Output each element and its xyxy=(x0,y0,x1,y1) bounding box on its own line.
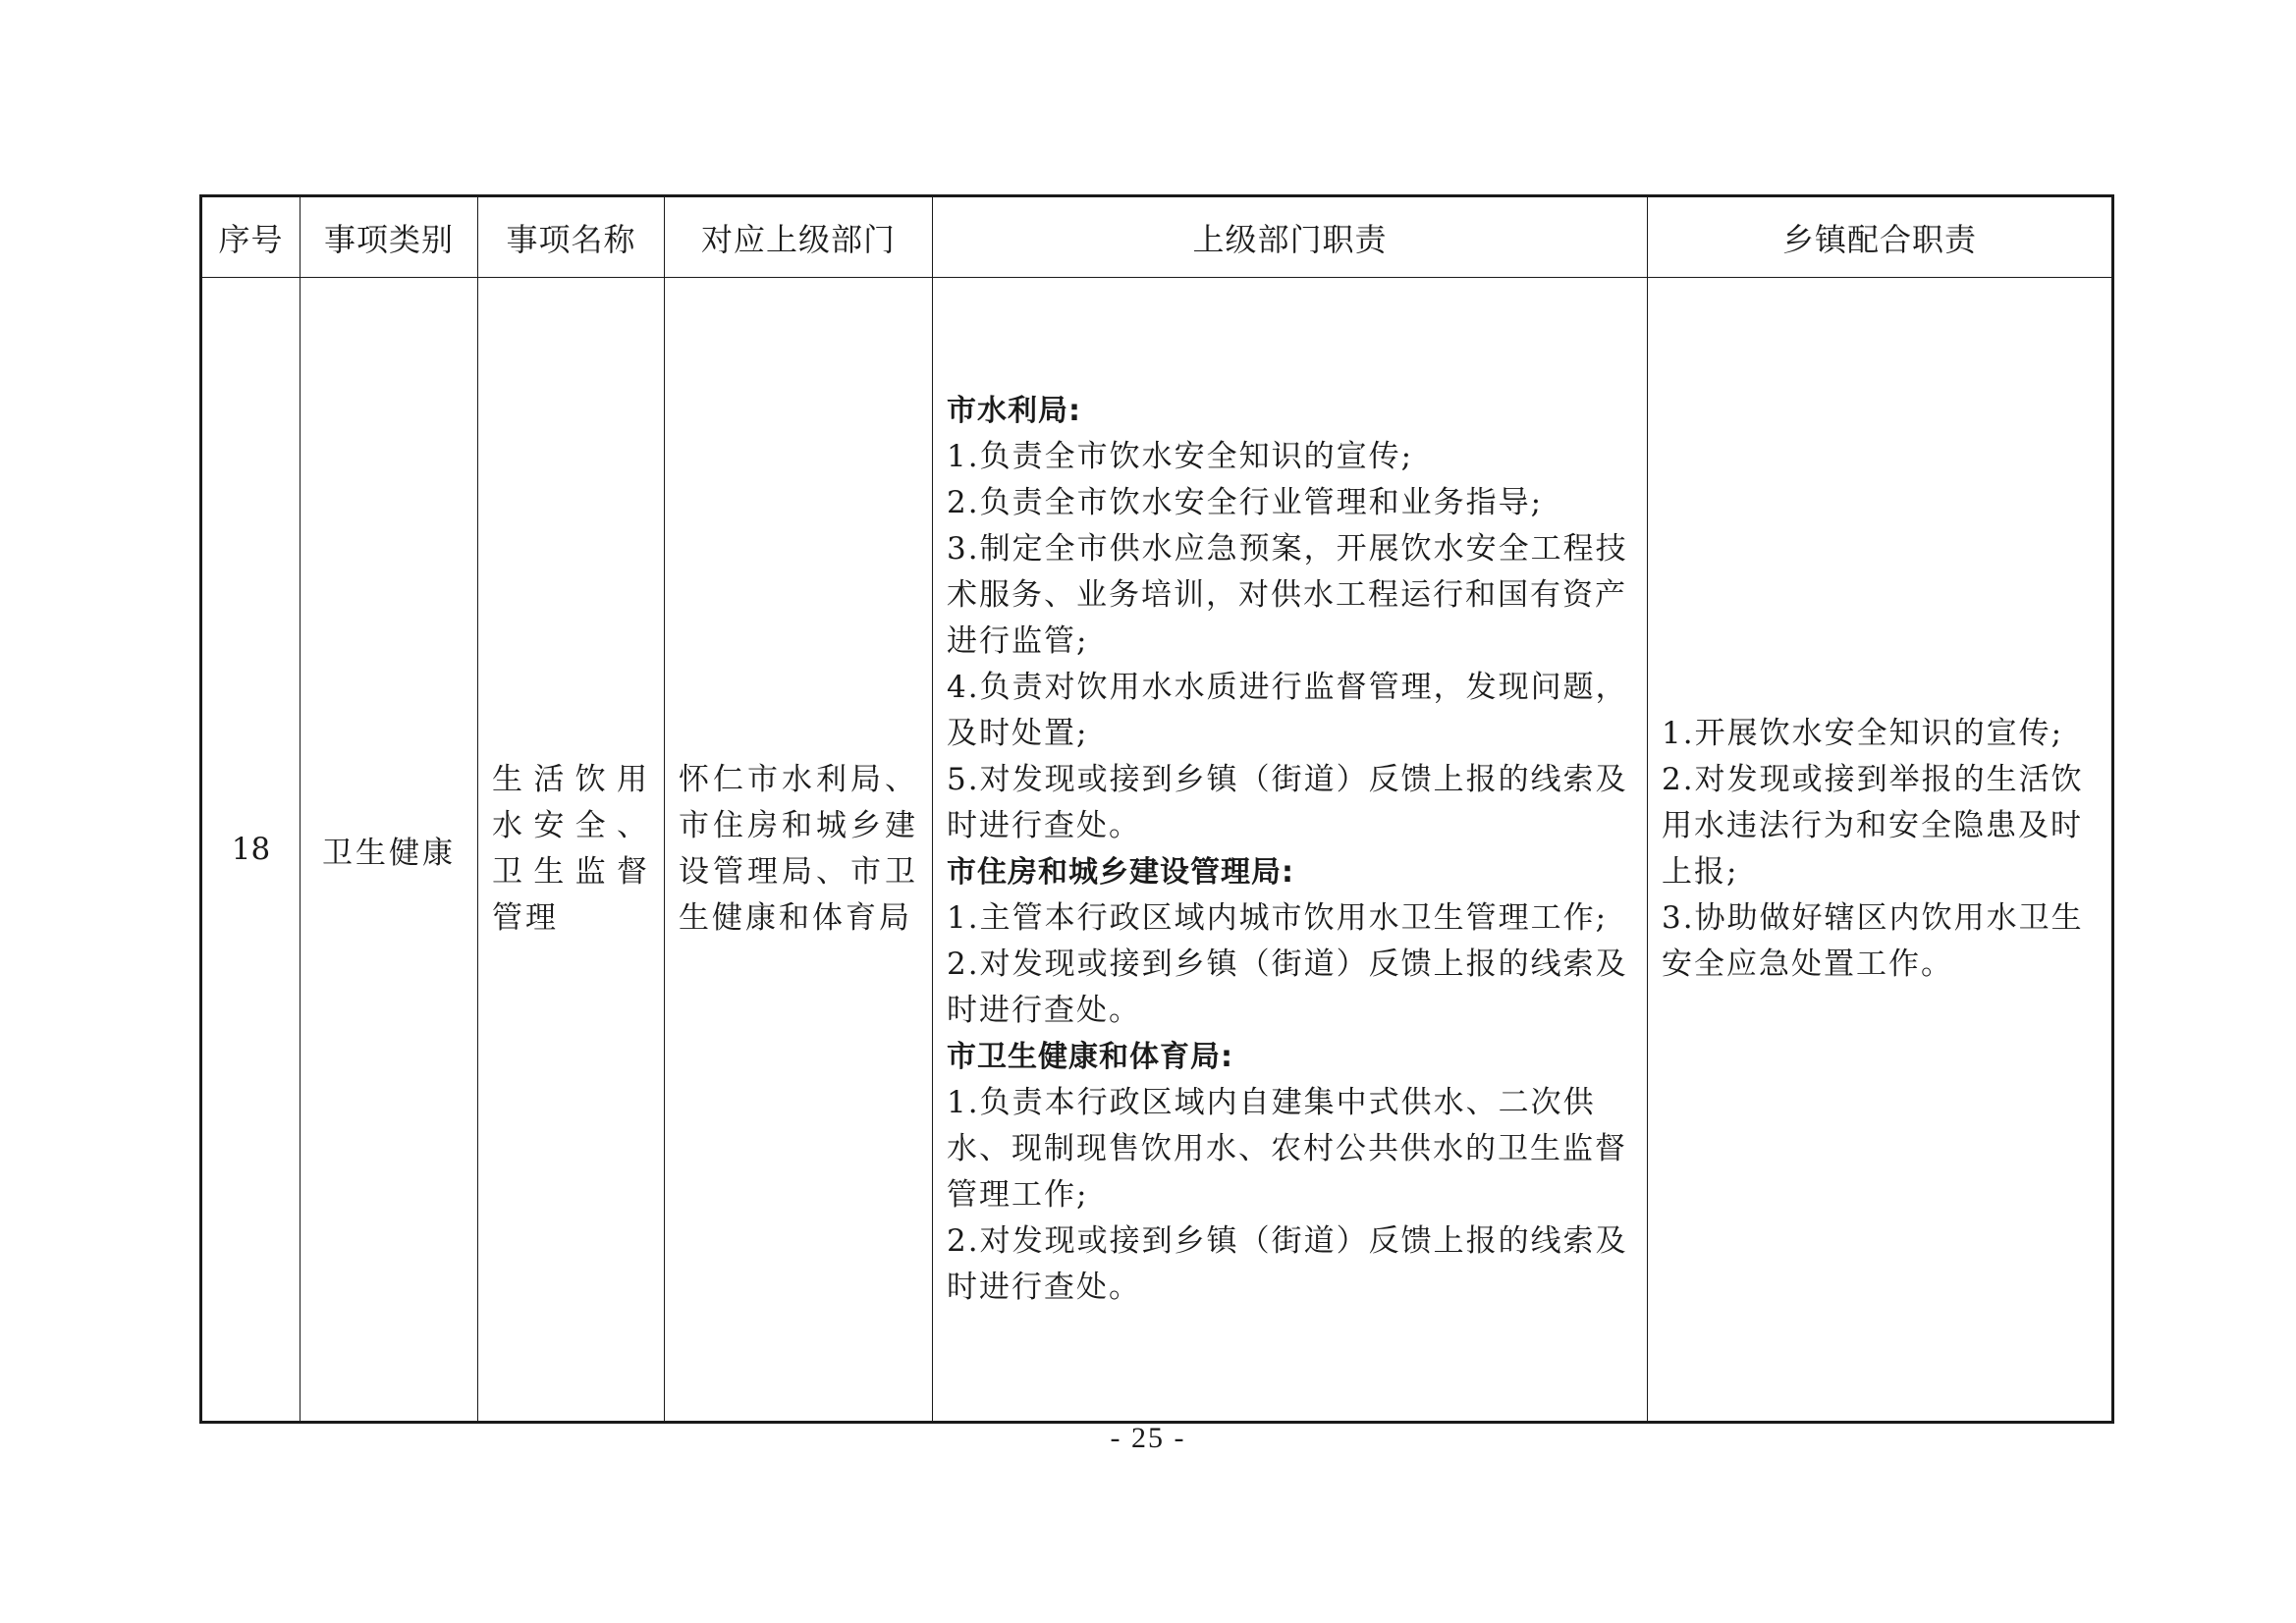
header-category: 事项类别 xyxy=(301,196,478,278)
row-item-name: 生活饮用水安全、卫生监督管理 xyxy=(478,278,665,1423)
dept-name-health: 市卫生健康和体育局: xyxy=(947,1040,1233,1074)
page-number: - 25 - xyxy=(1110,1422,1186,1454)
duty-item: 1.主管本行政区域内城市饮用水卫生管理工作; xyxy=(947,900,1609,936)
duty-item: 1.负责全市饮水安全知识的宣传; xyxy=(947,439,1414,474)
dept-name-water: 市水利局: xyxy=(947,394,1081,428)
dept-name-housing: 市住房和城乡建设管理局: xyxy=(947,855,1294,890)
row-upper-duties xyxy=(933,278,1648,1423)
responsibility-table xyxy=(199,194,2114,1424)
header-upper-department: 对应上级部门 xyxy=(665,196,933,278)
duty-item: 2.负责全市饮水安全行业管理和业务指导; xyxy=(947,485,1544,520)
row-seq: 18 xyxy=(201,278,301,1423)
duty-item: 2.对发现或接到乡镇（街道）反馈上报的线索及时进行查处。 xyxy=(947,1223,1628,1305)
header-upper-duties: 上级部门职责 xyxy=(933,196,1648,278)
duty-item: 5.对发现或接到乡镇（街道）反馈上报的线索及时进行查处。 xyxy=(947,762,1628,843)
duty-item: 4.负责对饮用水水质进行监督管理，发现问题，及时处置; xyxy=(947,670,1628,751)
header-town-duties: 乡镇配合职责 xyxy=(1648,196,2113,278)
town-duty-item: 3.协助做好辖区内饮用水卫生安全应急处置工作。 xyxy=(1662,900,2084,982)
town-duty-item: 1.开展饮水安全知识的宣传; xyxy=(1662,716,2064,751)
table-row xyxy=(201,278,2113,1423)
duty-item: 3.制定全市供水应急预案，开展饮水安全工程技术服务、业务培训，对供水工程运行和国有资产进行监管; xyxy=(947,531,1628,659)
row-upper-departments: 怀仁市水利局、市住房和城乡建设管理局、市卫生健康和体育局 xyxy=(665,278,933,1423)
table-header-row xyxy=(201,196,2113,278)
header-seq: 序号 xyxy=(201,196,301,278)
row-town-duties xyxy=(1648,278,2113,1423)
duty-item: 1.负责本行政区域内自建集中式供水、二次供水、现制现售饮用水、农村公共供水的卫生监督管理工作; xyxy=(947,1085,1627,1213)
town-duty-item: 2.对发现或接到举报的生活饮用水违法行为和安全隐患及时上报; xyxy=(1662,762,2084,890)
row-category: 卫生健康 xyxy=(301,278,478,1423)
header-item-name: 事项名称 xyxy=(478,196,665,278)
duty-item: 2.对发现或接到乡镇（街道）反馈上报的线索及时进行查处。 xyxy=(947,947,1628,1028)
